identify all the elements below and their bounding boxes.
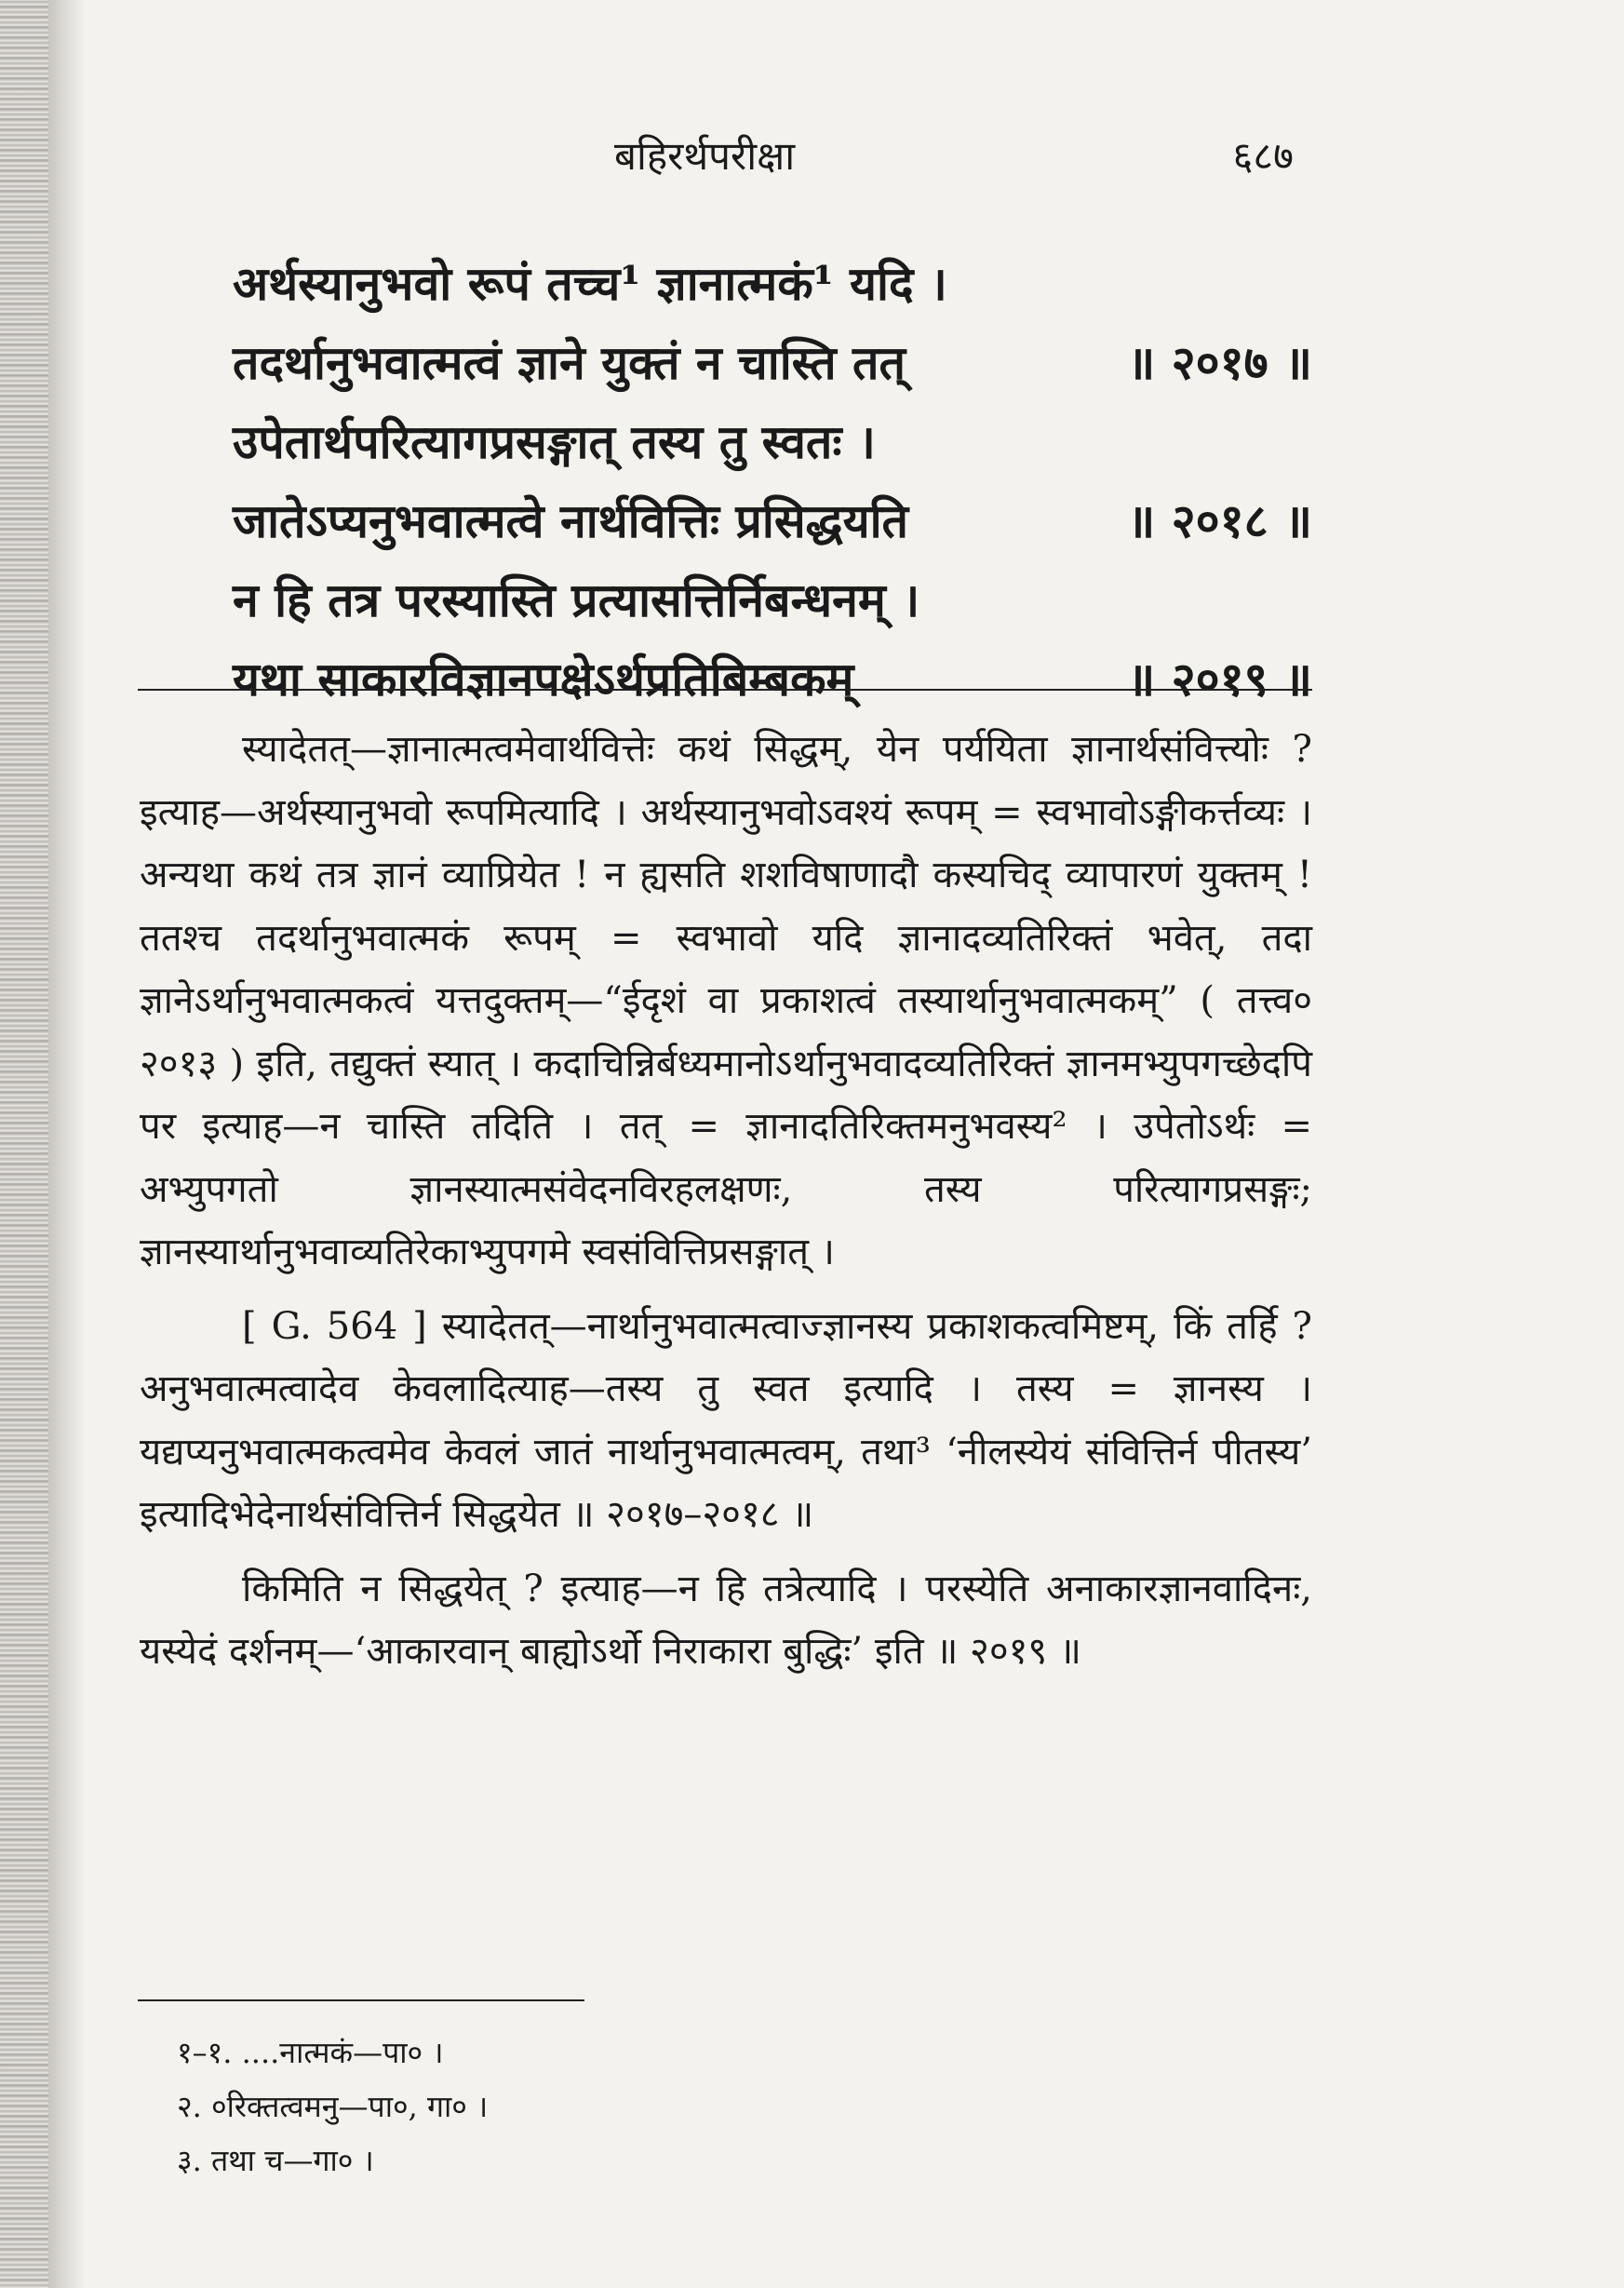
verse-number: ॥ २०१७ ॥ (1127, 335, 1312, 390)
verse-divider-rule (138, 689, 1312, 691)
verse-line (233, 244, 1312, 323)
verse-text: जातेऽप्यनुभवात्मत्वे नार्थवित्तिः प्रसिद्धयति (233, 493, 909, 548)
commentary-paragraph (140, 1296, 1312, 1547)
verse-block (233, 244, 1312, 719)
page-number: ६८७ (1232, 133, 1294, 179)
verse-text: उपेतार्थपरित्यागप्रसङ्गात् तस्य तु स्वतः । (233, 414, 876, 469)
verse-line (233, 323, 1312, 402)
verse-text: न हि तत्र परस्यास्ति प्रत्यासत्तिर्निबन्धनम् । (233, 572, 920, 627)
commentary-paragraph (140, 719, 1312, 1285)
verse-line (233, 560, 1312, 639)
verse-line (233, 402, 1312, 481)
binding-edge (0, 0, 48, 2288)
page-header (140, 128, 1303, 184)
verse-text: अर्थस्यानुभवो रूपं तच्च¹ ज्ञानात्मकं¹ यदि । (233, 256, 947, 311)
running-title: बहिरर्थपरीक्षा (614, 133, 796, 179)
footnote: १–१. ....नात्मकं—पा० । (177, 2035, 444, 2070)
verse-line (233, 481, 1312, 560)
verse-line (233, 639, 1312, 719)
verse-text: तदर्थानुभवात्मत्वं ज्ञाने युक्तं न चास्ति तत् (233, 335, 906, 390)
verse-number: ॥ २०१८ ॥ (1127, 493, 1312, 548)
commentary-paragraph (140, 1558, 1312, 1684)
commentary-text: किमिति न सिद्धयेत् ? इत्याह—न हि तत्रेत्यादि । परस्येति अनाकारज्ञानवादिनः, यस्येदं दर्शनम्—‘आकारवान् बाह्योऽर्थो निराकारा बुद्धिः’ इति ॥ २०१९ ॥ (140, 1567, 1312, 1673)
commentary-block (140, 719, 1312, 1695)
footnote: ३. तथा च—गा० । (177, 2143, 374, 2178)
verse-number: ॥ २०१९ ॥ (1127, 652, 1312, 707)
binding-shadow (48, 0, 86, 2288)
footnotes (177, 2026, 1014, 2187)
verse-text: यथा साकारविज्ञानपक्षेऽर्थप्रतिबिम्बकम् (233, 652, 854, 707)
commentary-text: स्यादेतत्—ज्ञानात्मत्वमेवार्थवित्तेः कथं सिद्धम्, येन पर्ययिता ज्ञानार्थसंवित्त्योः ? इत्याह—अर्थस्यानुभवो रूपमित्यादि । अर्थस्यानुभवोऽवश्यं रूपम् = स्वभावोऽङ्गीकर्त्तव्यः । अन्यथा कथं तत्र ज्ञानं व्याप्रियेत ! न ह्यसति शशविषाणादौ कस्यचिद् व्यापारणं युक्तम् ! ततश्च तदर्थानुभवात्मकं रूपम् = स्वभावो यदि ज्ञानादव्यतिरिक्तं भवेत्, तदा ज्ञानेऽर्थानुभवात्मकत्वं यत्तदुक्तम्—“ईदृशं वा प्रकाशत्वं तस्यार्थानुभवात्मकम्” ( तत्त्व० २०१३ ) इति, तद्युक्तं स्यात् । कदाचिन्निर्बध्यमानोऽर्थानुभवादव्यतिरिक्तं ज्ञानमभ्युपगच्छेदपि पर इत्याह—न चास्ति तदिति । तत् = ज्ञानादतिरिक्तमनुभवस्य² । उपेतोऽर्थः = अभ्युपगतो ज्ञानस्यात्मसंवेदनविरहलक्षणः, तस्य परित्यागप्रसङ्गः; ज्ञानस्यार्थानुभवाव्यतिरेकाभ्युपगमे स्वसंवित्तिप्रसङ्गात् । (140, 728, 1312, 1273)
commentary-text: [ G. 564 ] स्यादेतत्—नार्थानुभवात्मत्वाज्ज्ञानस्य प्रकाशकत्वमिष्टम्, किं तर्हि ? अनुभवात्मत्वादेव केवलादित्याह—तस्य तु स्वत इत्यादि । तस्य = ज्ञानस्य । यद्यप्यनुभवात्मकत्वमेव केवलं जातं नार्थानुभवात्मत्वम्, तथा³ ‘नीलस्येयं संवित्तिर्न पीतस्य’ इत्यादिभेदेनार्थसंवित्तिर्न सिद्धयेत ॥ २०१७–२०१८ ॥ (140, 1304, 1312, 1536)
footnote-divider-rule (138, 1999, 584, 2001)
footnote: २. ०रिक्तत्वमनु—पा०, गा० । (177, 2089, 489, 2124)
